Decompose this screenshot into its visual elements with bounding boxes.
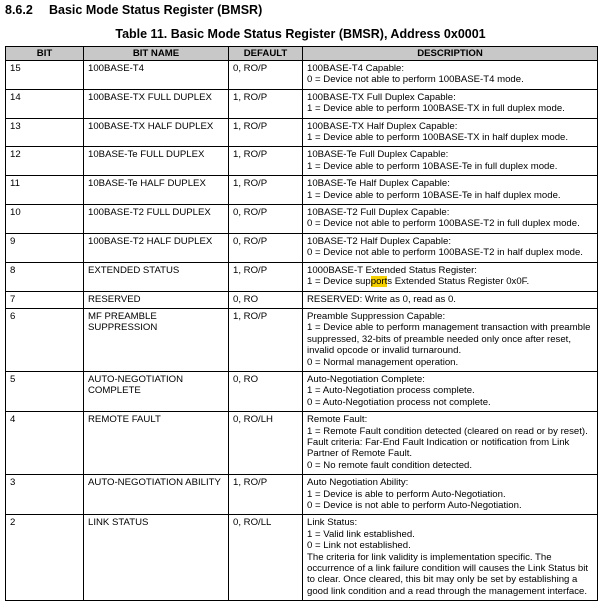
default-cell: 0, RO/P	[229, 205, 303, 234]
default-cell: 0, RO/P	[229, 61, 303, 90]
description-line: 1000BASE-T Extended Status Register:	[307, 264, 477, 276]
description-line: Link Status:	[307, 517, 358, 529]
header-bit-name: BIT NAME	[84, 47, 229, 61]
description-cell	[303, 147, 598, 176]
description-line: 1 = Device able to perform management transaction with preamble suppressed, 32-bits of preamble needed only once after reset, invalid opcode or invalid turnaround.	[307, 322, 591, 357]
description-cell	[303, 176, 598, 205]
bit-cell: 14	[6, 89, 84, 118]
default-cell: 1, RO/P	[229, 118, 303, 147]
description-cell	[303, 308, 598, 371]
bit-cell: 8	[6, 262, 84, 291]
bit-name-cell: 100BASE-TX HALF DUPLEX	[84, 118, 229, 147]
description-cell	[303, 412, 598, 475]
highlight-mark: port	[370, 276, 388, 288]
bit-name-cell: AUTO-NEGOTIATION ABILITY	[84, 475, 229, 515]
table-row	[6, 412, 598, 475]
bit-cell: 4	[6, 412, 84, 475]
bit-name-cell: 100BASE-T2 HALF DUPLEX	[84, 233, 229, 262]
description-line: Auto Negotiation Ability:	[307, 477, 409, 489]
bit-cell: 6	[6, 308, 84, 371]
section-heading	[5, 3, 262, 17]
description-line: 0 = Device not able to perform 100BASE-T4 mode.	[307, 74, 524, 86]
description-cell	[303, 371, 598, 411]
bmsr-register-table	[5, 46, 598, 601]
description-line: RESERVED: Write as 0, read as 0.	[307, 293, 456, 305]
default-cell: 1, RO/P	[229, 176, 303, 205]
description-cell	[303, 262, 598, 291]
description-fragment: 1 = Device sup	[307, 276, 371, 288]
default-cell: 1, RO/P	[229, 475, 303, 515]
description-cell	[303, 515, 598, 601]
description-fragment: s Extended Status Register 0x0F.	[387, 276, 530, 288]
description-line: Preamble Suppression Capable:	[307, 310, 446, 322]
description-line: 1 = Device is able to perform Auto-Negotiation.	[307, 488, 506, 500]
table-row	[6, 291, 598, 308]
table-row	[6, 205, 598, 234]
description-line: 10BASE-T2 Half Duplex Capable:	[307, 235, 451, 247]
description-line: 0 = Auto-Negotiation process not complete.	[307, 396, 491, 408]
description-line: 1 = Remote Fault condition detected (cleared on read or by reset). Fault criteria: Far-End Fault Indication or notification from Link Partner of Remote Fault.	[307, 425, 588, 460]
description-cell	[303, 233, 598, 262]
description-line: 0 = Device is not able to perform Auto-Negotiation.	[307, 500, 522, 511]
description-line: 100BASE-T4 Capable:	[307, 63, 405, 74]
table-row	[6, 89, 598, 118]
bit-cell: 15	[6, 61, 84, 90]
description-line: 1 = Auto-Negotiation process complete.	[307, 385, 475, 397]
default-cell: 0, RO	[229, 371, 303, 411]
bit-cell: 10	[6, 205, 84, 234]
table-row	[6, 515, 598, 601]
description-cell	[303, 291, 598, 308]
section-number: 8.6.2	[5, 3, 33, 17]
bit-cell: 7	[6, 291, 84, 308]
description-line: 1 = Valid link established.	[307, 528, 415, 540]
description-cell	[303, 89, 598, 118]
default-cell: 1, RO/P	[229, 308, 303, 371]
bit-name-cell: LINK STATUS	[84, 515, 229, 601]
bit-name-cell: 100BASE-T4	[84, 61, 229, 90]
bit-cell: 9	[6, 233, 84, 262]
description-line: 100BASE-TX Full Duplex Capable:	[307, 91, 456, 103]
default-cell: 1, RO/P	[229, 147, 303, 176]
bit-cell: 11	[6, 176, 84, 205]
default-cell: 0, RO/P	[229, 233, 303, 262]
bit-name-cell: MF PREAMBLE SUPPRESSION	[84, 308, 229, 371]
default-cell: 0, RO/LH	[229, 412, 303, 475]
bit-cell: 3	[6, 475, 84, 515]
description-line: 10BASE-Te Half Duplex Capable:	[307, 178, 450, 190]
default-cell: 0, RO/LL	[229, 515, 303, 601]
description-line: 1 = Device able to perform 100BASE-TX in full duplex mode.	[307, 103, 565, 115]
description-line: Auto-Negotiation Complete:	[307, 373, 425, 385]
bit-name-cell: AUTO-NEGOTIATION COMPLETE	[84, 371, 229, 411]
bit-cell: 2	[6, 515, 84, 601]
table-row	[6, 118, 598, 147]
description-line: 1 = Device able to perform 10BASE-Te in half duplex mode.	[307, 189, 561, 201]
table-row	[6, 371, 598, 411]
table-row	[6, 147, 598, 176]
description-line	[307, 276, 593, 287]
description-line: 1 = Device able to perform 100BASE-TX in half duplex mode.	[307, 132, 569, 144]
description-line: 0 = Device not able to perform 100BASE-T2 in half duplex mode.	[307, 247, 583, 259]
default-cell: 1, RO/P	[229, 262, 303, 291]
table-row	[6, 475, 598, 515]
description-line: 100BASE-TX Half Duplex Capable:	[307, 120, 458, 132]
description-line: 1 = Device able to perform 10BASE-Te in full duplex mode.	[307, 160, 558, 172]
bit-cell: 13	[6, 118, 84, 147]
description-line: Remote Fault:	[307, 414, 368, 426]
description-cell	[303, 118, 598, 147]
header-description: DESCRIPTION	[303, 47, 598, 61]
description-line: 0 = Link not established.	[307, 540, 411, 552]
table-row	[6, 262, 598, 291]
bit-name-cell: 10BASE-Te HALF DUPLEX	[84, 176, 229, 205]
bit-name-cell: REMOTE FAULT	[84, 412, 229, 475]
header-default: DEFAULT	[229, 47, 303, 61]
bit-name-cell: 100BASE-TX FULL DUPLEX	[84, 89, 229, 118]
bit-name-cell: 100BASE-T2 FULL DUPLEX	[84, 205, 229, 234]
description-line: 10BASE-Te Full Duplex Capable:	[307, 149, 449, 161]
description-line: 10BASE-T2 Full Duplex Capable:	[307, 207, 450, 219]
description-line: 0 = Device not able to perform 100BASE-T2 in full duplex mode.	[307, 218, 580, 230]
description-cell	[303, 61, 598, 90]
description-line: 0 = Normal management operation.	[307, 356, 459, 368]
bit-name-cell: RESERVED	[84, 291, 229, 308]
description-cell	[303, 205, 598, 234]
table-row	[6, 233, 598, 262]
description-cell	[303, 475, 598, 515]
default-cell: 0, RO	[229, 291, 303, 308]
table-caption: Table 11. Basic Mode Status Register (BMSR), Address 0x0001	[115, 27, 486, 41]
description-line: The criteria for link validity is implementation specific. The occurrence of a link failure condition will causes the Link Status bit to clear. Once cleared, this bit may only be set by establishing a good link condition and a read through the management interface.	[307, 551, 589, 597]
default-cell: 1, RO/P	[229, 89, 303, 118]
header-bit: BIT	[6, 47, 84, 61]
bit-name-cell: 10BASE-Te FULL DUPLEX	[84, 147, 229, 176]
description-line: 0 = No remote fault condition detected.	[307, 459, 473, 471]
section-title: Basic Mode Status Register (BMSR)	[49, 3, 263, 17]
table-row	[6, 308, 598, 371]
table-row	[6, 61, 598, 90]
table-header-row	[6, 47, 598, 61]
bit-cell: 5	[6, 371, 84, 411]
table-row	[6, 176, 598, 205]
bit-cell: 12	[6, 147, 84, 176]
bit-name-cell: EXTENDED STATUS	[84, 262, 229, 291]
